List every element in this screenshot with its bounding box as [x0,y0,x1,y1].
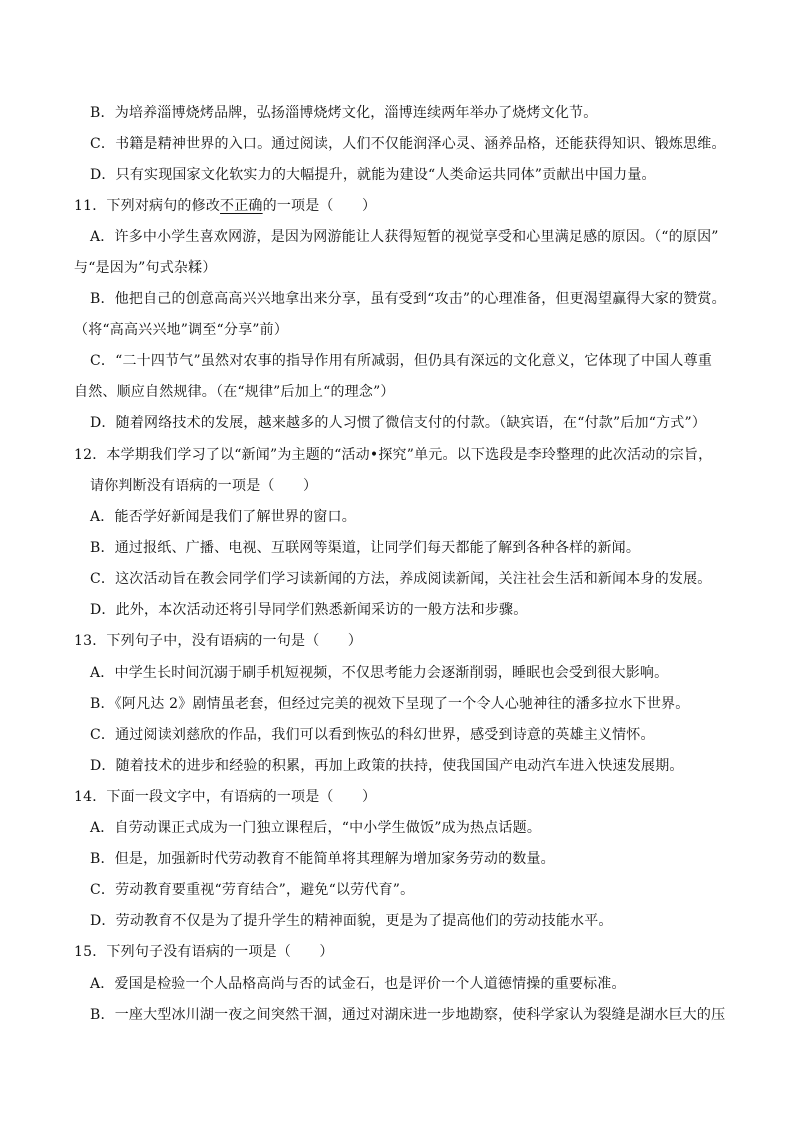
q10-option-d: D．只有实现国家文化软实力的大幅提升，就能为建设“人类命运共同体”贡献出中国力量。 [90,167,656,183]
q14-option-b: B．但是，加强新时代劳动教育不能简单将其理解为增加家务劳动的数量。 [90,851,555,867]
q14-option-c: C．劳动教育要重视“劳育结合”，避免“以劳代育”。 [90,882,415,898]
q13-option-b: B．《阿凡达 2》剧情虽老套，但经过完美的视效下呈现了一个令人心驰神往的潘多拉水下世界。 [90,696,690,712]
q12-stem-line1: 12．本学期我们学习了以“新闻”为主题的“活动•探究”单元。以下选段是李玲整理的此次活动的宗旨， [74,447,713,463]
q11-option-c-line2: 自然、顺应自然规律。（在“规律”后加上“的理念”） [74,384,395,400]
q10-option-b: B．为培养淄博烧烤品牌，弘扬淄博烧烤文化，淄博连续两年举办了烧烤文化节。 [90,105,598,121]
q10-option-c: C．书籍是精神世界的入口。通过阅读，人们不仅能润泽心灵、涵养品格，还能获得知识、锻炼思维。 [90,136,726,152]
q14-option-a: A．自劳动课正式成为一门独立课程后，“中小学生做饭”成为热点话题。 [90,820,542,836]
q13-option-d: D．随着技术的进步和经验的积累，再加上政策的扶持，使我国国产电动汽车进入快速发展期。 [90,758,684,774]
q15-stem: 15．下列句子没有语病的一项是（ ） [74,944,334,960]
q11-option-c-line1: C．“二十四节气”虽然对农事的指导作用有所减弱，但仍具有深远的文化意义，它体现了中国人尊重 [90,353,713,369]
q13-option-c: C．通过阅读刘慈欣的作品，我们可以看到恢弘的科幻世界，感受到诗意的英雄主义情怀。 [90,727,655,743]
q12-option-c: C．这次活动旨在教会同学们学习读新闻的方法，养成阅读新闻，关注社会生活和新闻本身的发展。 [90,571,712,587]
q11-stem-prefix: 11．下列对病句的修改 [74,198,221,214]
q13-option-a: A．中学生长时间沉溺于刷手机短视频，不仅思考能力会逐渐削弱，睡眠也会受到很大影响。 [90,665,669,681]
q13-stem: 13．下列句子中，没有语病的一句是（ ） [74,633,363,649]
q14-option-d: D．劳动教育不仅是为了提升学生的精神面貌，更是为了提高他们的劳动技能水平。 [90,913,613,929]
q11-stem [74,197,376,215]
q15-option-a: A．爱国是检验一个人品格高尚与否的试金石，也是评价一个人道德情操的重要标准。 [90,976,626,992]
q15-option-b: B．一座大型冰川湖一夜之间突然干涸，通过对湖床进一步地勘察，使科学家认为裂缝是湖水巨大的压 [90,1007,726,1023]
q11-stem-suffix: 的一项是（ ） [262,198,377,214]
q12-option-b: B．通过报纸、广播、电视、互联网等渠道，让同学们每天都能了解到各种各样的新闻。 [90,540,641,556]
q12-option-d: D．此外，本次活动还将引导同学们熟悉新闻采访的一般方法和步骤。 [90,602,528,618]
q11-option-b-line2: （将“高高兴兴地”调至“分享”前） [74,322,289,338]
q11-option-a-line1: A．许多中小学生喜欢网游，是因为网游能让人获得短暂的视觉享受和心里满足感的原因。（“的原因” [90,229,719,245]
q11-option-a-line2: 与“是因为”句式杂糅） [74,260,217,276]
q11-stem-underlined: 不正确 [220,198,263,214]
q14-stem: 14．下面一段文字中，有语病的一项是（ ） [74,789,377,805]
q12-stem-line2: 请你判断没有语病的一项是（ ） [90,478,318,494]
q11-option-d: D．随着网络技术的发展，越来越多的人习惯了微信支付的付款。（缺宾语，在“付款”后加“方式”） [90,415,707,431]
q11-option-b-line1: B．他把自己的创意高高兴兴地拿出来分享，虽有受到“攻击”的心理准备，但更渴望赢得大家的赞赏。 [90,291,726,307]
q12-option-a: A．能否学好新闻是我们了解世界的窗口。 [90,509,356,525]
